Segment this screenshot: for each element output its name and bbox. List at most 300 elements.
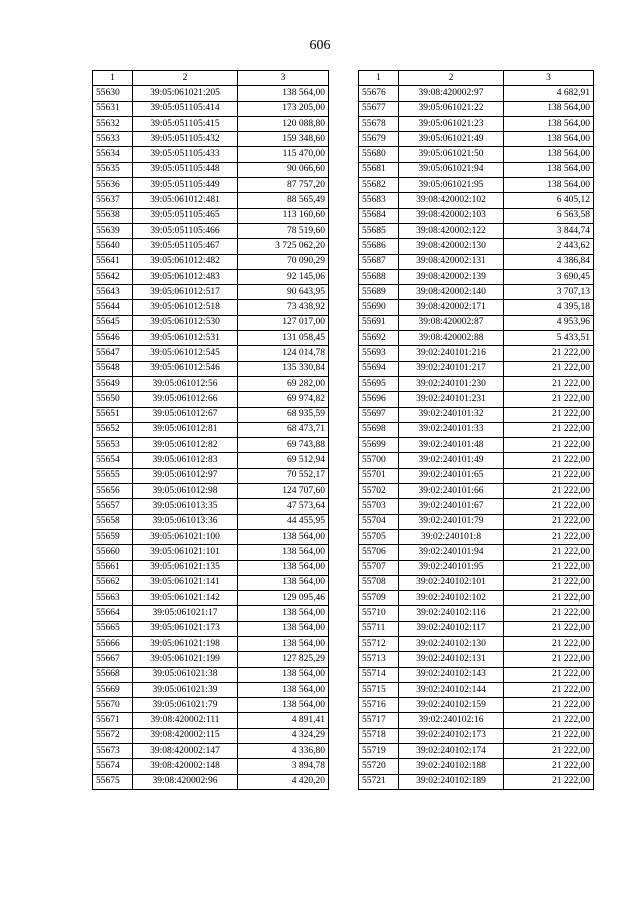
table-row — [359, 529, 594, 544]
row-number-cell: 55703 — [359, 499, 399, 514]
table-row — [93, 331, 329, 346]
cadastral-number-cell: 39:02:240101:66 — [399, 484, 504, 499]
table-row — [359, 560, 594, 575]
row-number-cell: 55636 — [93, 178, 133, 193]
row-number-cell: 55650 — [93, 392, 133, 407]
value-cell: 173 205,00 — [238, 101, 329, 116]
value-cell: 115 470,00 — [238, 147, 329, 162]
value-cell: 21 222,00 — [504, 346, 594, 361]
table-row — [359, 667, 594, 682]
cadastral-number-cell: 39:02:240102:159 — [399, 698, 504, 713]
value-cell: 138 564,00 — [504, 132, 594, 147]
cadastral-number-cell: 39:05:061021:199 — [133, 652, 238, 667]
table-row — [359, 438, 594, 453]
value-cell: 21 222,00 — [504, 499, 594, 514]
cadastral-number-cell: 39:05:061021:100 — [133, 529, 238, 544]
row-number-cell: 55669 — [93, 682, 133, 697]
cadastral-number-cell: 39:05:061013:35 — [133, 499, 238, 514]
cadastral-number-cell: 39:08:420002:87 — [399, 315, 504, 330]
row-number-cell: 55675 — [93, 774, 133, 789]
table-row — [93, 591, 329, 606]
cadastral-number-cell: 39:05:061021:49 — [399, 132, 504, 147]
cadastral-number-cell: 39:02:240101:65 — [399, 468, 504, 483]
row-number-cell: 55639 — [93, 223, 133, 238]
value-cell: 127 825,29 — [238, 652, 329, 667]
table-row — [93, 560, 329, 575]
table-row — [359, 116, 594, 131]
value-cell: 21 222,00 — [504, 728, 594, 743]
cadastral-number-cell: 39:05:061021:101 — [133, 545, 238, 560]
table-row — [359, 575, 594, 590]
cadastral-number-cell: 39:02:240102:130 — [399, 636, 504, 651]
row-number-cell: 55656 — [93, 484, 133, 499]
cadastral-number-cell: 39:02:240101:95 — [399, 560, 504, 575]
row-number-cell: 55715 — [359, 682, 399, 697]
table-row — [93, 315, 329, 330]
cadastral-number-cell: 39:05:061012:518 — [133, 300, 238, 315]
cadastral-number-cell: 39:05:061021:142 — [133, 591, 238, 606]
row-number-cell: 55642 — [93, 269, 133, 284]
value-cell: 138 564,00 — [238, 682, 329, 697]
value-cell: 124 707,60 — [238, 484, 329, 499]
cadastral-number-cell: 39:02:240101:67 — [399, 499, 504, 514]
value-cell: 21 222,00 — [504, 453, 594, 468]
cadastral-number-cell: 39:02:240102:16 — [399, 713, 504, 728]
value-cell: 138 564,00 — [238, 621, 329, 636]
row-number-cell: 55667 — [93, 652, 133, 667]
column-header: 3 — [238, 71, 329, 86]
cadastral-number-cell: 39:05:051105:432 — [133, 132, 238, 147]
table-row — [359, 698, 594, 713]
row-number-cell: 55647 — [93, 346, 133, 361]
cadastral-number-cell: 39:05:061012:545 — [133, 346, 238, 361]
row-number-cell: 55695 — [359, 376, 399, 391]
value-cell: 4 420,20 — [238, 774, 329, 789]
value-cell: 138 564,00 — [504, 116, 594, 131]
row-number-cell: 55682 — [359, 178, 399, 193]
column-header: 2 — [133, 71, 238, 86]
row-number-cell: 55714 — [359, 667, 399, 682]
table-row — [359, 514, 594, 529]
cadastral-number-cell: 39:05:061012:98 — [133, 484, 238, 499]
row-number-cell: 55687 — [359, 254, 399, 269]
row-number-cell: 55659 — [93, 529, 133, 544]
value-cell: 138 564,00 — [504, 101, 594, 116]
value-cell: 4 953,96 — [504, 315, 594, 330]
cadastral-number-cell: 39:05:061021:95 — [399, 178, 504, 193]
row-number-cell: 55716 — [359, 698, 399, 713]
cadastral-number-cell: 39:02:240102:174 — [399, 744, 504, 759]
row-number-cell: 55720 — [359, 759, 399, 774]
table-row — [359, 744, 594, 759]
value-cell: 21 222,00 — [504, 591, 594, 606]
value-cell: 21 222,00 — [504, 774, 594, 789]
row-number-cell: 55658 — [93, 514, 133, 529]
cadastral-number-cell: 39:02:240102:188 — [399, 759, 504, 774]
row-number-cell: 55633 — [93, 132, 133, 147]
value-cell: 21 222,00 — [504, 392, 594, 407]
table-row — [93, 636, 329, 651]
row-number-cell: 55665 — [93, 621, 133, 636]
value-cell: 138 564,00 — [238, 545, 329, 560]
cadastral-number-cell: 39:08:420002:96 — [133, 774, 238, 789]
table-row — [93, 147, 329, 162]
cadastral-number-cell: 39:05:061012:483 — [133, 269, 238, 284]
row-number-cell: 55673 — [93, 744, 133, 759]
value-cell: 21 222,00 — [504, 560, 594, 575]
value-cell: 138 564,00 — [504, 147, 594, 162]
value-cell: 138 564,00 — [238, 667, 329, 682]
value-cell: 4 324,29 — [238, 728, 329, 743]
cadastral-number-cell: 39:05:051105:448 — [133, 162, 238, 177]
cadastral-number-cell: 39:05:051105:467 — [133, 239, 238, 254]
value-cell: 2 443,62 — [504, 239, 594, 254]
table-row — [359, 621, 594, 636]
cadastral-number-cell: 39:05:061021:50 — [399, 147, 504, 162]
table-row — [93, 759, 329, 774]
row-number-cell: 55666 — [93, 636, 133, 651]
table-row — [359, 178, 594, 193]
row-number-cell: 55688 — [359, 269, 399, 284]
value-cell: 21 222,00 — [504, 698, 594, 713]
row-number-cell: 55677 — [359, 101, 399, 116]
value-cell: 73 438,92 — [238, 300, 329, 315]
table-row — [93, 728, 329, 743]
table-row — [93, 376, 329, 391]
cadastral-number-cell: 39:08:420002:140 — [399, 285, 504, 300]
row-number-cell: 55640 — [93, 239, 133, 254]
table-row — [359, 759, 594, 774]
cadastral-number-cell: 39:08:420002:148 — [133, 759, 238, 774]
row-number-cell: 55693 — [359, 346, 399, 361]
table-row — [93, 438, 329, 453]
table-row — [359, 376, 594, 391]
cadastral-number-cell: 39:05:061012:517 — [133, 285, 238, 300]
table-row — [93, 407, 329, 422]
cadastral-number-cell: 39:05:051105:433 — [133, 147, 238, 162]
table-row — [359, 499, 594, 514]
table-row — [359, 147, 594, 162]
value-cell: 21 222,00 — [504, 667, 594, 682]
table-row — [93, 484, 329, 499]
row-number-cell: 55663 — [93, 591, 133, 606]
cadastral-number-cell: 39:05:061012:531 — [133, 331, 238, 346]
table-row — [93, 162, 329, 177]
cadastral-number-cell: 39:05:061021:198 — [133, 636, 238, 651]
table-row — [359, 315, 594, 330]
table-row — [93, 713, 329, 728]
table-row — [93, 132, 329, 147]
table-row — [93, 239, 329, 254]
table-row — [93, 514, 329, 529]
cadastral-number-cell: 39:08:420002:102 — [399, 193, 504, 208]
table-row — [93, 86, 329, 101]
row-number-cell: 55657 — [93, 499, 133, 514]
cadastral-number-cell: 39:05:061021:22 — [399, 101, 504, 116]
table-row — [359, 223, 594, 238]
value-cell: 113 160,60 — [238, 208, 329, 223]
table-row — [93, 682, 329, 697]
cadastral-number-cell: 39:08:420002:111 — [133, 713, 238, 728]
cadastral-number-cell: 39:05:061021:23 — [399, 116, 504, 131]
table-row — [359, 606, 594, 621]
cadastral-number-cell: 39:08:420002:130 — [399, 239, 504, 254]
row-number-cell: 55696 — [359, 392, 399, 407]
cadastral-number-cell: 39:08:420002:88 — [399, 331, 504, 346]
cadastral-number-cell: 39:08:420002:115 — [133, 728, 238, 743]
value-cell: 21 222,00 — [504, 759, 594, 774]
value-cell: 21 222,00 — [504, 744, 594, 759]
table-header-row — [359, 71, 594, 86]
cadastral-number-cell: 39:08:420002:139 — [399, 269, 504, 284]
value-cell: 21 222,00 — [504, 545, 594, 560]
value-cell: 21 222,00 — [504, 621, 594, 636]
value-cell: 78 519,60 — [238, 223, 329, 238]
row-number-cell: 55717 — [359, 713, 399, 728]
table-row — [93, 193, 329, 208]
row-number-cell: 55646 — [93, 331, 133, 346]
cadastral-number-cell: 39:02:240102:116 — [399, 606, 504, 621]
value-cell: 21 222,00 — [504, 361, 594, 376]
row-number-cell: 55708 — [359, 575, 399, 590]
table-row — [93, 698, 329, 713]
cadastral-number-cell: 39:02:240101:48 — [399, 438, 504, 453]
value-cell: 3 707,13 — [504, 285, 594, 300]
table-row — [93, 361, 329, 376]
value-cell: 21 222,00 — [504, 529, 594, 544]
table-row — [359, 652, 594, 667]
row-number-cell: 55668 — [93, 667, 133, 682]
table-row — [93, 744, 329, 759]
value-cell: 90 066,60 — [238, 162, 329, 177]
table-row — [93, 178, 329, 193]
cadastral-number-cell: 39:05:051105:415 — [133, 116, 238, 131]
row-number-cell: 55690 — [359, 300, 399, 315]
cadastral-number-cell: 39:02:240102:173 — [399, 728, 504, 743]
table-row — [359, 713, 594, 728]
cadastral-number-cell: 39:08:420002:131 — [399, 254, 504, 269]
row-number-cell: 55713 — [359, 652, 399, 667]
table-row — [359, 682, 594, 697]
table-row — [359, 361, 594, 376]
value-cell: 21 222,00 — [504, 468, 594, 483]
row-number-cell: 55705 — [359, 529, 399, 544]
table-row — [359, 346, 594, 361]
left-table — [92, 70, 329, 790]
table-row — [93, 453, 329, 468]
value-cell: 4 336,80 — [238, 744, 329, 759]
row-number-cell: 55653 — [93, 438, 133, 453]
table-row — [93, 116, 329, 131]
cadastral-number-cell: 39:05:061021:79 — [133, 698, 238, 713]
row-number-cell: 55698 — [359, 422, 399, 437]
value-cell: 4 891,41 — [238, 713, 329, 728]
value-cell: 138 564,00 — [238, 560, 329, 575]
cadastral-number-cell: 39:05:061012:67 — [133, 407, 238, 422]
value-cell: 21 222,00 — [504, 422, 594, 437]
row-number-cell: 55671 — [93, 713, 133, 728]
value-cell: 21 222,00 — [504, 514, 594, 529]
value-cell: 4 682,91 — [504, 86, 594, 101]
row-number-cell: 55681 — [359, 162, 399, 177]
table-row — [93, 285, 329, 300]
cadastral-number-cell: 39:05:061013:36 — [133, 514, 238, 529]
value-cell: 138 564,00 — [238, 86, 329, 101]
cadastral-number-cell: 39:05:051105:414 — [133, 101, 238, 116]
cadastral-number-cell: 39:02:240102:101 — [399, 575, 504, 590]
value-cell: 70 090,29 — [238, 254, 329, 269]
value-cell: 21 222,00 — [504, 376, 594, 391]
row-number-cell: 55712 — [359, 636, 399, 651]
value-cell: 120 088,80 — [238, 116, 329, 131]
table-row — [93, 529, 329, 544]
value-cell: 21 222,00 — [504, 682, 594, 697]
value-cell: 138 564,00 — [238, 529, 329, 544]
value-cell: 138 564,00 — [238, 606, 329, 621]
right-table — [358, 70, 594, 790]
value-cell: 21 222,00 — [504, 636, 594, 651]
cadastral-number-cell: 39:02:240101:32 — [399, 407, 504, 422]
cadastral-number-cell: 39:08:420002:147 — [133, 744, 238, 759]
table-row — [93, 208, 329, 223]
cadastral-number-cell: 39:05:051105:449 — [133, 178, 238, 193]
value-cell: 127 017,00 — [238, 315, 329, 330]
table-row — [359, 101, 594, 116]
cadastral-number-cell: 39:05:061012:97 — [133, 468, 238, 483]
cadastral-number-cell: 39:02:240101:33 — [399, 422, 504, 437]
value-cell: 3 894,78 — [238, 759, 329, 774]
value-cell: 69 282,00 — [238, 376, 329, 391]
table-row — [359, 331, 594, 346]
table-row — [359, 254, 594, 269]
value-cell: 6 405,12 — [504, 193, 594, 208]
right-table-body — [359, 86, 594, 790]
table-row — [93, 575, 329, 590]
cadastral-number-cell: 39:02:240102:143 — [399, 667, 504, 682]
value-cell: 138 564,00 — [504, 178, 594, 193]
cadastral-number-cell: 39:02:240102:144 — [399, 682, 504, 697]
row-number-cell: 55632 — [93, 116, 133, 131]
row-number-cell: 55691 — [359, 315, 399, 330]
value-cell: 129 095,46 — [238, 591, 329, 606]
row-number-cell: 55721 — [359, 774, 399, 789]
table-row — [359, 453, 594, 468]
cadastral-number-cell: 39:05:061012:83 — [133, 453, 238, 468]
row-number-cell: 55678 — [359, 116, 399, 131]
table-row — [93, 499, 329, 514]
table-row — [359, 407, 594, 422]
value-cell: 69 974,82 — [238, 392, 329, 407]
row-number-cell: 55701 — [359, 468, 399, 483]
cadastral-number-cell: 39:05:061021:135 — [133, 560, 238, 575]
row-number-cell: 55641 — [93, 254, 133, 269]
row-number-cell: 55648 — [93, 361, 133, 376]
value-cell: 138 564,00 — [504, 162, 594, 177]
cadastral-number-cell: 39:02:240101:230 — [399, 376, 504, 391]
value-cell: 6 563,58 — [504, 208, 594, 223]
cadastral-number-cell: 39:02:240101:94 — [399, 545, 504, 560]
table-row — [93, 621, 329, 636]
table-row — [93, 606, 329, 621]
value-cell: 138 564,00 — [238, 636, 329, 651]
cadastral-number-cell: 39:05:061021:38 — [133, 667, 238, 682]
value-cell: 4 386,84 — [504, 254, 594, 269]
cadastral-number-cell: 39:05:061021:141 — [133, 575, 238, 590]
cadastral-number-cell: 39:05:061021:39 — [133, 682, 238, 697]
cadastral-number-cell: 39:02:240102:189 — [399, 774, 504, 789]
table-row — [93, 101, 329, 116]
row-number-cell: 55719 — [359, 744, 399, 759]
cadastral-number-cell: 39:02:240101:216 — [399, 346, 504, 361]
cadastral-number-cell: 39:05:061012:81 — [133, 422, 238, 437]
value-cell: 21 222,00 — [504, 713, 594, 728]
value-cell: 135 330,84 — [238, 361, 329, 376]
column-header: 2 — [399, 71, 504, 86]
table-row — [93, 468, 329, 483]
row-number-cell: 55652 — [93, 422, 133, 437]
row-number-cell: 55674 — [93, 759, 133, 774]
row-number-cell: 55654 — [93, 453, 133, 468]
cadastral-number-cell: 39:08:420002:171 — [399, 300, 504, 315]
table-row — [359, 728, 594, 743]
value-cell: 21 222,00 — [504, 407, 594, 422]
table-row — [359, 300, 594, 315]
page-number: 606 — [309, 38, 331, 53]
row-number-cell: 55694 — [359, 361, 399, 376]
value-cell: 21 222,00 — [504, 575, 594, 590]
value-cell: 131 058,45 — [238, 331, 329, 346]
value-cell: 92 145,06 — [238, 269, 329, 284]
table-row — [93, 346, 329, 361]
table-row — [93, 392, 329, 407]
cadastral-number-cell: 39:05:061012:482 — [133, 254, 238, 269]
table-row — [359, 269, 594, 284]
row-number-cell: 55649 — [93, 376, 133, 391]
row-number-cell: 55637 — [93, 193, 133, 208]
value-cell: 68 935,59 — [238, 407, 329, 422]
cadastral-number-cell: 39:02:240101:217 — [399, 361, 504, 376]
value-cell: 159 348,60 — [238, 132, 329, 147]
row-number-cell: 55710 — [359, 606, 399, 621]
value-cell: 3 690,45 — [504, 269, 594, 284]
value-cell: 3 725 062,20 — [238, 239, 329, 254]
table-row — [93, 652, 329, 667]
row-number-cell: 55685 — [359, 223, 399, 238]
row-number-cell: 55711 — [359, 621, 399, 636]
value-cell: 138 564,00 — [238, 575, 329, 590]
row-number-cell: 55630 — [93, 86, 133, 101]
cadastral-number-cell: 39:02:240101:231 — [399, 392, 504, 407]
cadastral-number-cell: 39:08:420002:97 — [399, 86, 504, 101]
table-row — [93, 300, 329, 315]
table-row — [93, 774, 329, 789]
row-number-cell: 55651 — [93, 407, 133, 422]
row-number-cell: 55662 — [93, 575, 133, 590]
column-header: 1 — [93, 71, 133, 86]
row-number-cell: 55680 — [359, 147, 399, 162]
row-number-cell: 55664 — [93, 606, 133, 621]
table-row — [359, 545, 594, 560]
value-cell: 21 222,00 — [504, 484, 594, 499]
row-number-cell: 55689 — [359, 285, 399, 300]
table-row — [359, 132, 594, 147]
value-cell: 21 222,00 — [504, 652, 594, 667]
row-number-cell: 55645 — [93, 315, 133, 330]
value-cell: 70 552,17 — [238, 468, 329, 483]
cadastral-number-cell: 39:05:061012:546 — [133, 361, 238, 376]
table-row — [359, 208, 594, 223]
cadastral-number-cell: 39:02:240101:49 — [399, 453, 504, 468]
